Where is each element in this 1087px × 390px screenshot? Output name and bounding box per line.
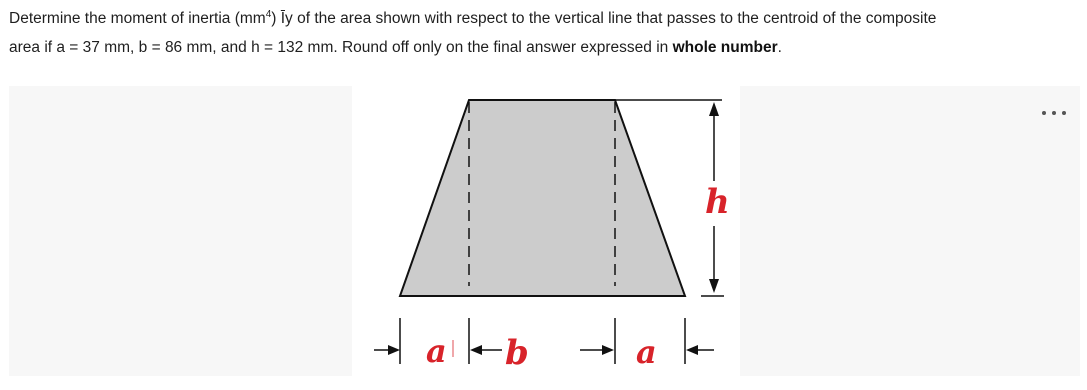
- question-line2-end: .: [777, 39, 782, 56]
- label-h: h: [705, 182, 730, 222]
- label-b: b: [505, 333, 529, 373]
- ellipsis-icon: [1042, 111, 1046, 115]
- label-a-left: a: [426, 332, 447, 370]
- question-line1-start: Determine the moment of inertia (mm: [9, 10, 266, 27]
- emphasis-whole-number: whole number: [672, 39, 778, 56]
- image-panel-left: [9, 86, 352, 376]
- more-options-button[interactable]: [1042, 104, 1066, 122]
- h-arrow-down: [709, 279, 719, 293]
- ellipsis-icon-dot: [1062, 111, 1066, 115]
- ellipsis-icon-dot: [1052, 111, 1056, 115]
- label-a-right: a: [636, 333, 657, 371]
- b-right-arrowhead: [602, 345, 614, 355]
- question-text: [9, 4, 1079, 62]
- trapezoid-area: [400, 100, 685, 296]
- exponent: 4: [265, 9, 272, 20]
- image-panel-right: [740, 86, 1080, 376]
- trapezoid-figure: [352, 86, 740, 376]
- trapezoid-diagram: [352, 86, 740, 376]
- a-left-arrowhead: [388, 345, 400, 355]
- h-arrow-up: [709, 102, 719, 116]
- question-line2-start: area if a = 37 mm, b = 86 mm, and h = 132 mm. Round off only on the final answer expressed in: [9, 39, 673, 56]
- question-line1-end: ) Īy of the area shown with respect to the vertical line that passes to the centroid of the composite: [271, 10, 937, 27]
